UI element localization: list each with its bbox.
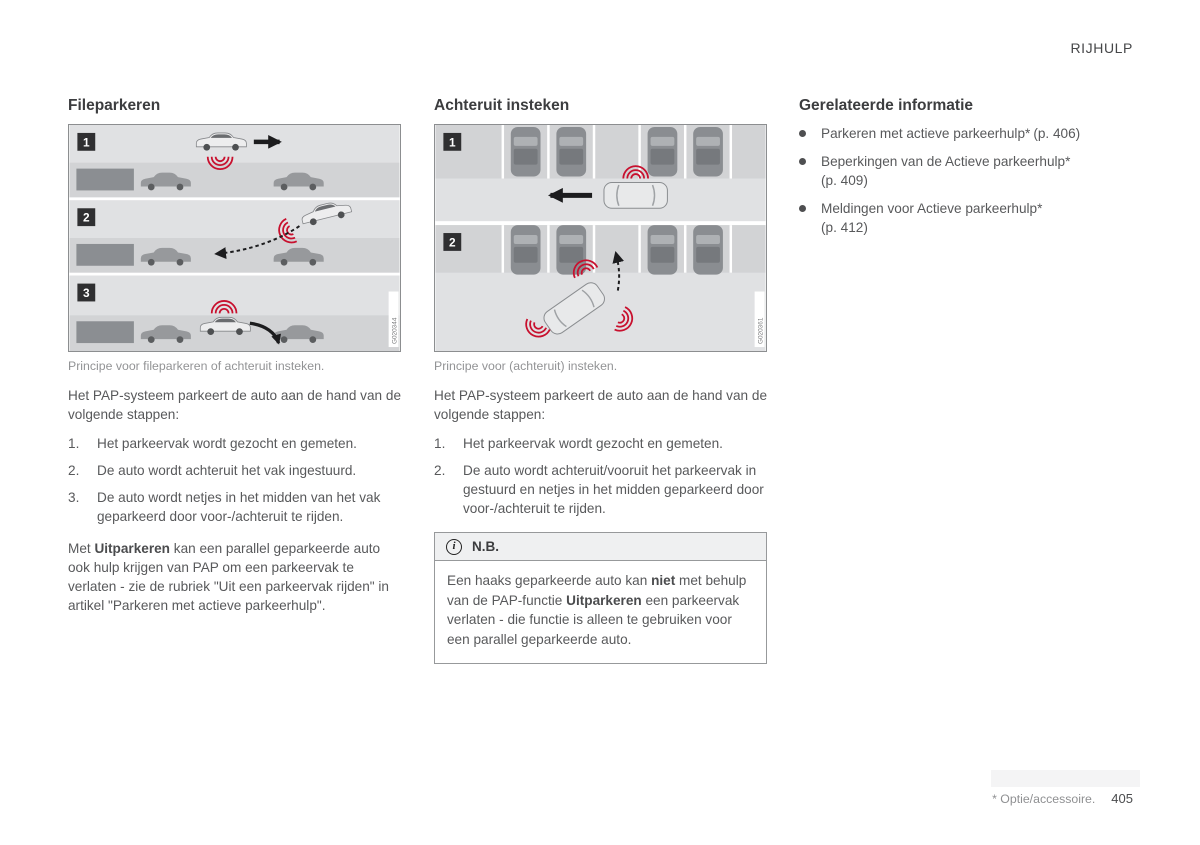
step-badge-1: 1 [449, 135, 456, 150]
related-text [821, 124, 1080, 143]
nb-bold: niet [651, 573, 676, 588]
nb-box [434, 532, 767, 664]
achteruit-figure [434, 124, 767, 352]
related-page-ref: (p. 409) [821, 173, 868, 188]
step-item [434, 434, 767, 453]
slot-line [730, 125, 732, 179]
page-number: 405 [1111, 791, 1133, 806]
slot-line [593, 125, 595, 179]
nb-text: een parkeervak verlaten - die functie is alleen te gebruiken voor een parallel geparkeerde auto. [447, 592, 740, 647]
slot-line [730, 225, 732, 273]
outro-bold: Uitparkeren [94, 541, 170, 556]
scan-artifact [991, 770, 1140, 787]
nb-text: met behulp van de PAP-functie [447, 573, 747, 608]
fig1-step1-band [69, 125, 399, 197]
parked-car [556, 225, 586, 275]
related-label: Beperkingen van de Actieve parkeerhulp* [821, 154, 1071, 169]
page-header [1070, 40, 1133, 56]
slot-line [547, 125, 549, 179]
step-badge-3: 3 [83, 285, 90, 300]
fig1-step2-band [69, 198, 399, 272]
fileparkeren-diagram [69, 125, 400, 351]
related-text [821, 152, 1070, 190]
nb-bold: Uitparkeren [566, 592, 642, 608]
fig2-step1-band [435, 125, 765, 221]
related-item [799, 199, 1135, 237]
step-badge-2: 2 [449, 235, 456, 250]
parking-wall [76, 169, 133, 191]
section-heading-fileparkeren: Fileparkeren [68, 97, 161, 114]
related-page-ref: (p. 412) [821, 220, 868, 235]
related-list [799, 124, 1135, 237]
slot-line [684, 125, 686, 179]
fig2-step2-band [435, 225, 765, 351]
slot-line [593, 225, 595, 273]
figure-caption: Principe voor fileparkeren of achteruit insteken. [68, 359, 325, 373]
section-gerelateerde-informatie [799, 97, 1135, 246]
info-icon: i [446, 539, 462, 555]
step-item [434, 461, 767, 518]
parked-car [511, 127, 541, 177]
parked-car [693, 127, 723, 177]
fileparkeren-figure [68, 124, 401, 352]
parked-car [556, 127, 586, 177]
parking-wall [76, 321, 133, 343]
parked-car [693, 225, 723, 275]
nb-body [435, 561, 766, 663]
related-text [821, 199, 1042, 237]
bullet-icon [799, 205, 806, 212]
parked-car [511, 225, 541, 275]
steps-list [68, 434, 401, 526]
section-achteruit-insteken [434, 97, 767, 664]
slot-line [547, 225, 549, 273]
ego-car [604, 182, 667, 208]
nb-text: Een haaks geparkeerde auto kan [447, 573, 652, 588]
step-item [68, 434, 401, 453]
related-page-ref: (p. 406) [1033, 126, 1081, 141]
nb-title: N.B. [472, 539, 499, 554]
step-item [68, 488, 401, 526]
related-label: Meldingen voor Actieve parkeerhulp* [821, 201, 1043, 216]
slot-line [684, 225, 686, 273]
outro-post: kan een parallel geparkeerde auto ook hulp krijgen van PAP om een parkeervak te verlaten - zie de rubriek "Uit een parkeervak rijden" in artikel "Parkeren met actieve parkeerhulp". [68, 541, 389, 613]
bullet-icon [799, 130, 806, 137]
step-item [68, 461, 401, 480]
achteruit-diagram [435, 125, 766, 351]
outro-pre: Met [68, 541, 95, 556]
page-footer [992, 791, 1133, 806]
bullet-icon [799, 158, 806, 165]
related-item [799, 152, 1135, 190]
step-badge-2: 2 [83, 210, 90, 225]
step-text: De auto wordt achteruit/vooruit het parkeervak in gestuurd en netjes in het midden geparkeerd door voor-/achteruit te rijden. [463, 463, 764, 516]
slot-line [638, 225, 640, 273]
slot-line [502, 225, 504, 273]
figure-code: G020344 [391, 317, 399, 345]
intro-text: Het PAP-systeem parkeert de auto aan de hand van de volgende stappen: [434, 388, 767, 422]
chapter-title: RIJHULP [1070, 40, 1133, 56]
related-label: Parkeren met actieve parkeerhulp* [821, 126, 1031, 141]
option-note: * Optie/accessoire. [992, 792, 1096, 806]
fig1-step3-band [69, 276, 399, 351]
step-badge-1: 1 [83, 135, 90, 150]
step-text: De auto wordt achteruit het vak ingestuurd. [97, 463, 357, 478]
parking-wall [76, 244, 133, 266]
step-text: Het parkeervak wordt gezocht en gemeten. [97, 436, 357, 451]
figure-code: G020361 [757, 317, 765, 345]
section-fileparkeren [68, 97, 401, 615]
related-item [799, 124, 1135, 143]
outro-text [68, 539, 401, 615]
section-heading-related: Gerelateerde informatie [799, 97, 974, 114]
steps-list [434, 434, 767, 518]
step-text: De auto wordt netjes in het midden van het vak geparkeerd door voor-/achteruit te rijden. [97, 490, 381, 524]
section-heading-achteruit: Achteruit insteken [434, 97, 570, 114]
step-text: Het parkeervak wordt gezocht en gemeten. [463, 436, 723, 451]
intro-text: Het PAP-systeem parkeert de auto aan de hand van de volgende stappen: [68, 388, 401, 422]
parked-car [648, 225, 678, 275]
parked-car [648, 127, 678, 177]
nb-header [435, 533, 766, 561]
slot-line [502, 125, 504, 179]
figure-caption: Principe voor (achteruit) insteken. [434, 359, 618, 373]
